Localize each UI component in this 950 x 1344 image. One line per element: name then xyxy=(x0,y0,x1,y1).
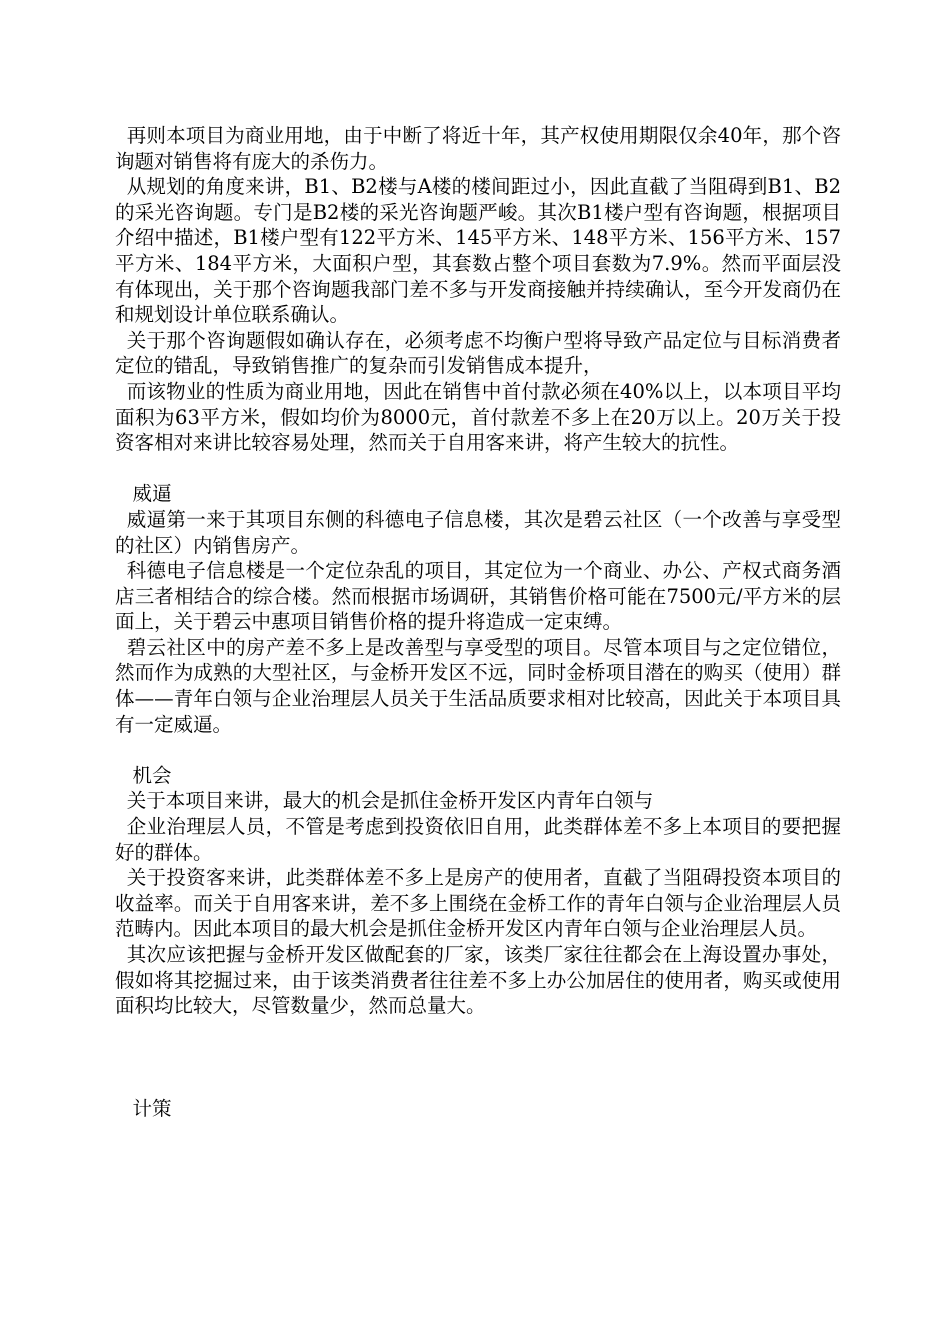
paragraph-land-use-term: 再则本项目为商业用地，由于中断了将近十年，其产权使用期限仅余40年，那个咨询题对销售将有庞大的杀伤力。 xyxy=(115,124,841,173)
paragraph-unit-mix-risk: 关于那个咨询题假如确认存在，必须考虑不均衡户型将导致产品定位与目标消费者定位的错乱，导致销售推广的复杂而引发销售成本提升， xyxy=(115,328,841,378)
paragraph-planning-issues: 从规划的角度来讲，B1、B2楼与A楼的楼间距过小，因此直截了当阻碍到B1、B2的采光咨询题。专门是B2楼的采光咨询题严峻。其次B1楼户型有咨询题，根据项目介绍中描述，B1楼户型有122平方米、145平方米、148平方米、156平方米、157平方米、184平方米，大面积户型，其套数占整个项目套数为7.9%。然而平面层没有体现出，关于那个咨询题我部门差不多与开发商接触并持续确认，至今开发商仍在和规划设计单位联系确认。 xyxy=(115,175,841,327)
paragraph-down-payment: 而该物业的性质为商业用地，因此在销售中首付款必须在40%以上，以本项目平均面积为63平方米，假如均价为8000元，首付款差不多上在20万以上。20万关于投资客相对来讲比较容易处理，然而关于自用客来讲，将产生较大的抗性。 xyxy=(115,379,841,455)
paragraph-supporting-manufacturers: 其次应该把握与金桥开发区做配套的厂家，该类厂家往往都会在上海设置办事处，假如将其挖掘过来，由于该类消费者往往差不多上办公加居住的使用者，购买或使用面积均比较大，尽管数量少，然而总量大。 xyxy=(115,943,841,1018)
section-heading-strategy: 计策 xyxy=(132,1096,172,1120)
paragraph-target-group-continued: 企业治理层人员，不管是考虑到投资依旧自用，此类群体差不多上本项目的要把握好的群体。 xyxy=(115,815,841,864)
document-body xyxy=(115,123,841,1121)
section-heading-threats: 威逼 xyxy=(132,482,172,506)
section-spacer xyxy=(115,456,841,482)
section-spacer xyxy=(115,1019,841,1096)
section-heading-opportunities: 机会 xyxy=(132,763,172,787)
section-spacer xyxy=(115,737,841,763)
paragraph-target-group: 关于本项目来讲，最大的机会是抓住金桥开发区内青年白领与 xyxy=(126,789,654,813)
paragraph-investors-and-owners: 关于投资客来讲，此类群体差不多上是房产的使用者，直截了当阻碍投资本项目的收益率。而关于自用客来讲，差不多上围绕在金桥工作的青年白领与企业治理层人员范畴内。因此本项目的最大机会是抓住金桥开发区内青年白领与企业治理层人员。 xyxy=(115,866,841,941)
paragraph-kede-building: 科德电子信息楼是一个定位杂乱的项目，其定位为一个商业、办公、产权式商务酒店三者相结合的综合楼。然而根据市场调研，其销售价格可能在7500元/平方米的层面上，关于碧云中惠项目销售价格的提升将造成一定束缚。 xyxy=(115,559,841,634)
paragraph-biyun-community: 碧云社区中的房产差不多上是改善型与享受型的项目。尽管本项目与之定位错位，然而作为成熟的大型社区，与金桥开发区不远，同时金桥项目潜在的购买（使用）群体——青年白领与企业治理层人员关于生活品质要求相对比较高，因此关于本项目具有一定威逼。 xyxy=(115,635,841,736)
paragraph-threat-sources: 威逼第一来于其项目东侧的科德电子信息楼，其次是碧云社区（一个改善与享受型的社区）内销售房产。 xyxy=(115,507,841,557)
